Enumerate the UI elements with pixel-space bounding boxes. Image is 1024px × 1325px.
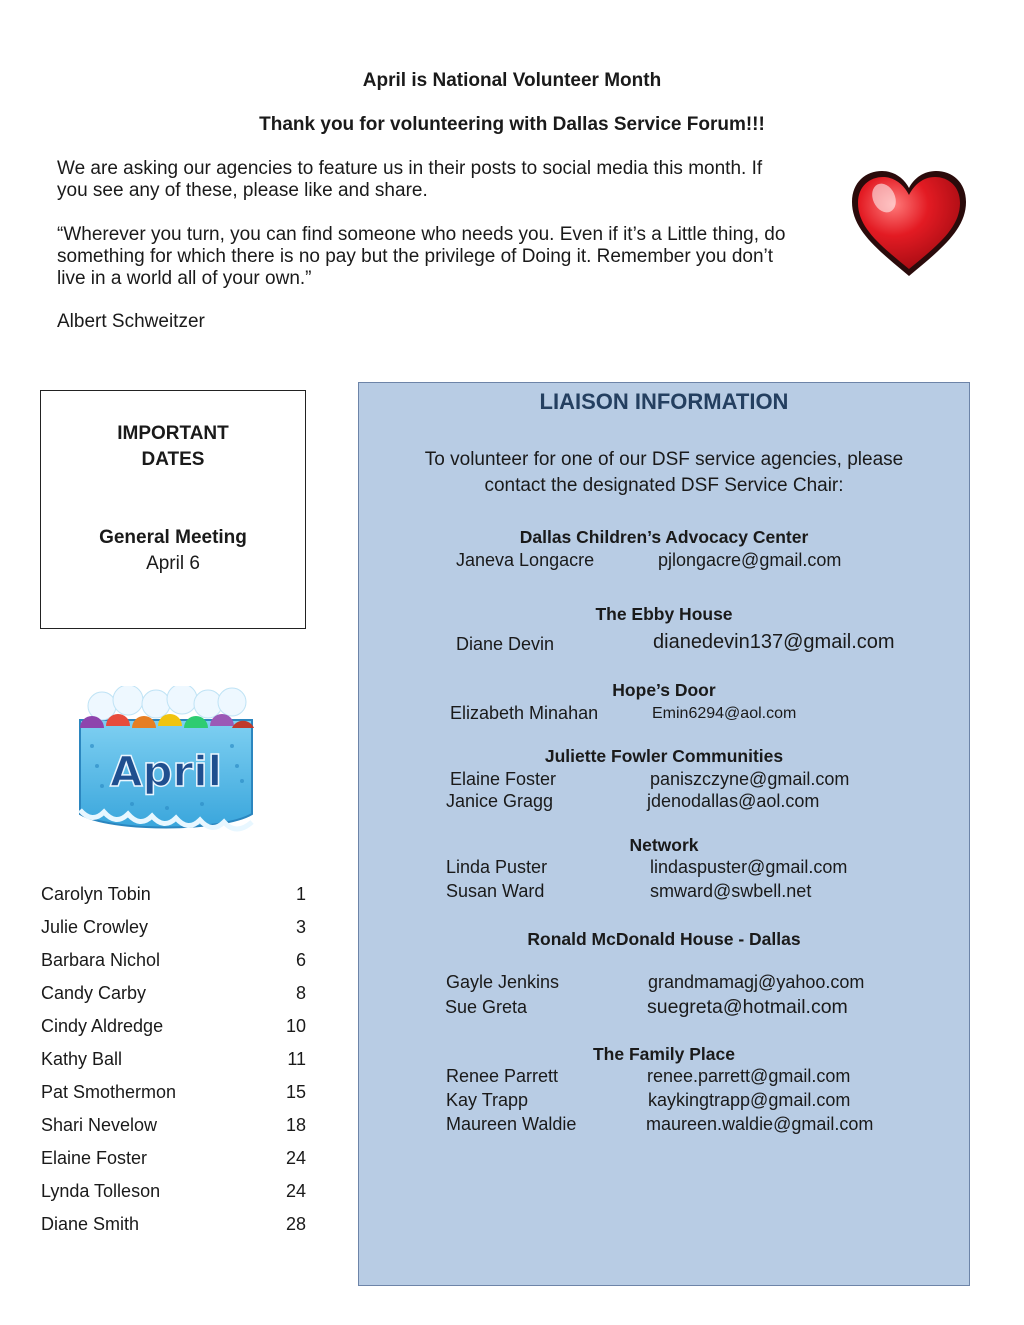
birthday-day: 1 xyxy=(295,884,306,904)
contact-email[interactable]: smward@swbell.net xyxy=(650,881,812,901)
page-subtitle: Thank you for volunteering with Dallas Service Forum!!! xyxy=(259,114,765,135)
contact-email[interactable]: lindaspuster@gmail.com xyxy=(650,857,848,877)
svg-text:April: April xyxy=(109,747,223,796)
birthday-row xyxy=(41,1115,306,1139)
quote: “Wherever you turn, you can find someone who needs you. Even if it’s a Little thing, do something for which there is no pay but the privilege of Doing it. Remember you don’t live in a world all of your own.” xyxy=(57,224,786,289)
birthday-day: 6 xyxy=(295,950,306,970)
agency-name: The Family Place xyxy=(592,1044,735,1064)
contact-email[interactable]: dianedevin137@gmail.com xyxy=(653,631,895,653)
contact-email[interactable]: kaykingtrapp@gmail.com xyxy=(648,1090,851,1110)
contact-email[interactable]: pjlongacre@gmail.com xyxy=(658,550,842,570)
birthday-name: Julie Crowley xyxy=(41,917,149,937)
contact-email[interactable]: suegreta@hotmail.com xyxy=(647,996,848,1018)
birthday-name: Kathy Ball xyxy=(41,1049,123,1069)
birthday-row xyxy=(41,1016,306,1040)
birthday-row xyxy=(41,1049,306,1073)
intro-paragraph: We are asking our agencies to feature us in their posts to social media this month. If you see any of these, please like and share. xyxy=(57,158,763,201)
contact-name: Linda Puster xyxy=(446,857,548,877)
important-dates-heading-2: DATES xyxy=(141,449,205,470)
birthday-row xyxy=(41,983,306,1007)
birthday-day: 18 xyxy=(285,1115,306,1135)
contact-email[interactable]: jdenodallas@aol.com xyxy=(647,791,820,811)
important-dates-box xyxy=(40,390,306,629)
contact-email[interactable]: grandmamagj@yahoo.com xyxy=(648,972,865,992)
birthday-row xyxy=(41,1082,306,1106)
liaison-intro-2: contact the designated DSF Service Chair: xyxy=(484,475,844,496)
agency-name: Network xyxy=(629,835,699,855)
contact-name: Renee Parrett xyxy=(446,1066,559,1086)
birthday-day: 8 xyxy=(295,983,306,1003)
contact-name: Susan Ward xyxy=(446,881,545,901)
birthday-row xyxy=(41,1214,306,1238)
contact-name: Sue Greta xyxy=(445,997,528,1017)
birthday-day: 24 xyxy=(285,1181,306,1201)
agency-name: Ronald McDonald House - Dallas xyxy=(527,929,801,949)
birthday-row xyxy=(41,917,306,941)
contact-name: Diane Devin xyxy=(456,634,555,654)
agency-name: Hope’s Door xyxy=(612,680,716,700)
quote-author: Albert Schweitzer xyxy=(57,311,205,332)
birthday-day: 11 xyxy=(287,1049,306,1069)
birthday-name: Cindy Aldredge xyxy=(41,1016,164,1036)
contact-email[interactable]: Emin6294@aol.com xyxy=(652,705,797,722)
birthday-name: Candy Carby xyxy=(41,983,147,1003)
contact-name: Janeva Longacre xyxy=(456,550,595,570)
agency-name: Juliette Fowler Communities xyxy=(544,746,784,766)
birthday-row xyxy=(41,1181,306,1205)
agency-name: The Ebby House xyxy=(595,604,733,624)
contact-name: Kay Trapp xyxy=(446,1090,529,1110)
birthday-name: Shari Nevelow xyxy=(41,1115,158,1135)
birthday-day: 10 xyxy=(285,1016,306,1036)
contact-email[interactable]: paniszczyne@gmail.com xyxy=(650,769,850,789)
contact-name: Elizabeth Minahan xyxy=(450,703,599,723)
birthday-row xyxy=(41,1148,306,1172)
birthday-day: 3 xyxy=(295,917,306,937)
liaison-panel xyxy=(358,382,970,1286)
birthday-name: Lynda Tolleson xyxy=(41,1181,161,1201)
birthday-row xyxy=(41,950,306,974)
birthday-name: Diane Smith xyxy=(41,1214,140,1234)
birthday-name: Carolyn Tobin xyxy=(41,884,151,904)
birthday-day: 15 xyxy=(285,1082,306,1102)
important-dates-heading-1: IMPORTANT xyxy=(117,423,229,444)
contact-name: Janice Gragg xyxy=(446,791,554,811)
contact-email[interactable]: maureen.waldie@gmail.com xyxy=(646,1114,874,1134)
birthday-name: Elaine Foster xyxy=(41,1148,148,1168)
contact-name: Maureen Waldie xyxy=(446,1114,577,1134)
liaison-intro-1: To volunteer for one of our DSF service agencies, please xyxy=(424,449,904,470)
contact-name: Gayle Jenkins xyxy=(446,972,560,992)
april-cake-image xyxy=(72,686,260,834)
birthday-day: 28 xyxy=(285,1214,306,1234)
birthday-name: Pat Smothermon xyxy=(41,1082,177,1102)
contact-name: Elaine Foster xyxy=(450,769,557,789)
agency-name: Dallas Children’s Advocacy Center xyxy=(519,527,809,547)
heart-icon xyxy=(848,168,970,282)
birthday-name: Barbara Nichol xyxy=(41,950,161,970)
event-name: General Meeting xyxy=(99,527,247,548)
liaison-title: LIAISON INFORMATION xyxy=(539,389,789,414)
birthday-day: 24 xyxy=(285,1148,306,1168)
contact-email[interactable]: renee.parrett@gmail.com xyxy=(647,1066,851,1086)
birthday-row xyxy=(41,884,306,908)
page-title: April is National Volunteer Month xyxy=(362,70,662,91)
event-date: April 6 xyxy=(146,553,200,574)
